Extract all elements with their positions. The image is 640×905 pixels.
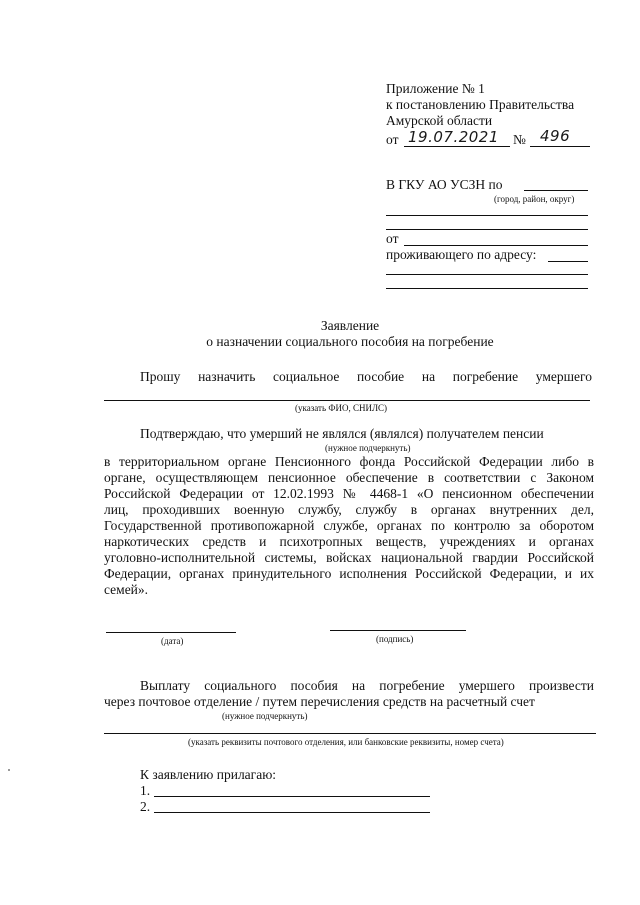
confirm-line-1: в территориальном органе Пенсионного фонда Российской Федерации либо в (104, 454, 594, 469)
payment-line-2: через почтовое отделение / путем перечисления средств на расчетный счет (104, 694, 535, 709)
request-hint: (указать ФИО, СНИЛС) (295, 403, 388, 413)
addressee-address-line (548, 261, 588, 262)
attachment-line-1 (154, 796, 430, 797)
confirm-first-line: Подтверждаю, что умерший не являлся (являлся) получателем пенсии (140, 426, 544, 441)
addressee-line-2 (386, 229, 588, 230)
handwritten-date: 19.07.2021 (408, 128, 499, 146)
date-hint: (дата) (161, 636, 184, 646)
payment-details-line (104, 733, 596, 734)
attachment-item-2: 2. (140, 799, 151, 814)
handwritten-number: 496 (540, 127, 571, 145)
addressee-to-label: В ГКУ АО УСЗН по (386, 177, 503, 192)
attachment-item-1: 1. (140, 783, 151, 798)
addressee-to-hint: (город, район, округ) (494, 194, 575, 204)
confirm-line-8: Федерации, органах принудительного исполнения Российской Федерации, и их (104, 566, 594, 581)
addressee-from-label: от (386, 231, 399, 246)
scan-speck (8, 769, 10, 771)
date-line (106, 632, 236, 633)
confirm-line-5: Государственной противопожарной службе, органах по контролю за оборотом (104, 518, 594, 533)
confirm-line-3: Российской Федерации от 12.02.1993 № 4468-1 «О пенсионном обеспечении (104, 486, 594, 501)
header-date-line (404, 146, 510, 147)
addressee-line-3 (386, 274, 588, 275)
confirm-line-9: семей». (104, 582, 149, 597)
appendix-region: Амурской области (386, 113, 493, 128)
addressee-to-line (524, 190, 588, 191)
confirm-line-4: лиц, проходивших военную службу, службу в органах внутренних дел, (104, 502, 594, 517)
payment-hint-2: (указать реквизиты почтового отделения, или банковские реквизиты, номер счета) (188, 737, 504, 747)
document-subtitle: о назначении социального пособия на погребение (206, 334, 494, 349)
attachments-label: К заявлению прилагаю: (140, 767, 277, 782)
header-number-line (530, 146, 590, 147)
request-text: Прошу назначить социальное пособие на погребение умершего (140, 369, 592, 384)
header-from-label: от (386, 132, 399, 147)
confirm-line-6: наркотических средств и психотропных веществ, учреждениях и органах (104, 534, 594, 549)
confirm-line-7: уголовно-исполнительной системы, войсках национальной гвардии Российской (104, 550, 594, 565)
confirm-hint: (нужное подчеркнуть) (325, 443, 411, 453)
header-number-label: № (513, 132, 526, 147)
addressee-address-label: проживающего по адресу: (386, 247, 537, 262)
addressee-from-line (404, 245, 588, 246)
signature-hint: (подпись) (376, 634, 414, 644)
payment-hint-1: (нужное подчеркнуть) (222, 711, 308, 721)
signature-line (330, 630, 466, 631)
confirm-line-2: органе, осуществляющем пенсионное обеспечение в соответствии с Законом (104, 470, 594, 485)
addressee-line-4 (386, 288, 588, 289)
attachment-line-2 (154, 812, 430, 813)
request-line (104, 400, 590, 401)
payment-line-1: Выплату социального пособия на погребение умершего произвести (140, 678, 594, 693)
appendix-resolution: к постановлению Правительства (386, 97, 575, 112)
document-title: Заявление (320, 318, 380, 333)
appendix-number: Приложение № 1 (386, 81, 485, 96)
addressee-line-1 (386, 215, 588, 216)
